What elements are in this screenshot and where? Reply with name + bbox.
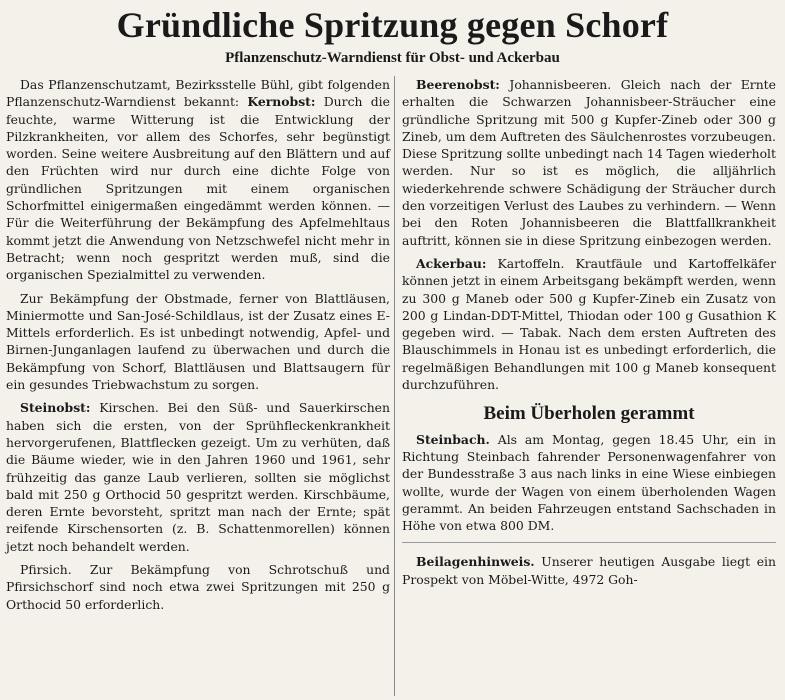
dateline: Steinbach.: [416, 431, 490, 447]
headline: Gründliche Spritzung gegen Schorf: [116, 5, 669, 45]
subheadline: Pflanzenschutz-Warndienst für Obst- und Ackerbau: [225, 50, 560, 66]
paragraph-text: Als am Montag, gegen 18.45 Uhr, ein in Richtung Steinbach fahrender Personenwagenfahrer von der Bundesstraße 3 aus nach links in eine Wiese einbiegen wollte, wurde der Wagen von einem überholenden Wagen gerammt. An beiden Fahrzeugen entstand Sachschaden in Höhe von etwa 800 DM.: [402, 431, 776, 534]
section-divider: [402, 542, 776, 543]
paragraph: [6, 76, 390, 284]
paragraph-text: Johannisbeeren. Gleich nach der Ernte erhalten die Schwarzen Johannisbeer-Sträucher eine gründliche Spritzung mit 500 g Kupfer-Zineb oder 300 g Zineb, um dem Auftreten des Säulchenrostes vorzubeugen. Diese Spritzung sollte unbedingt nach 14 Tagen wiederholt werden. Nur so ist es möglich, die alljährlich wiederkehrende schwere Schädigung der Sträucher durch den vorzeitigen Verlust des Laubes zu verhindern. — Wenn bei den Roten Johannisbeeren die Blattfallkrankheit auftritt, können sie in diese Spritzung einbezogen werden.: [402, 77, 776, 248]
paragraph: [402, 76, 776, 249]
notice: [402, 553, 776, 588]
column-divider: [394, 76, 395, 696]
article-title: Beim Überholen gerammt: [483, 403, 695, 425]
paragraph: Pfirsich. Zur Bekämpfung von Schrotschuß und Pfirsichschorf sind noch etwa zwei Spritzungen mit 250 g Orthocid 50 erforderlich.: [6, 562, 390, 612]
notice-text: Unserer heutigen Ausgabe liegt ein Prospekt von Möbel-Witte, 4972 Goh-: [402, 554, 776, 587]
notice-label: Beilagenhinweis.: [416, 554, 535, 570]
paragraph-text: Kartoffeln. Krautfäule und Kartoffelkäfer können jetzt in einem Arbeitsgang bekämpft werden, wenn zu 300 g Maneb oder 500 g Kupfer-Zineb ein Zusatz von 200 g Lindan-DDT-Mittel, Thiodan oder 100 g Gusathion K gegeben wird. — Tabak. Nach dem ersten Auftreten des Blauschimmels in Honau ist es unbedingt erforderlich, die regelmäßigen Behandlungen mit 100 g Maneb konsequent durchzuführen.: [402, 255, 776, 393]
left-column: [6, 76, 390, 619]
intro-text: Das Pflanzenschutzamt, Bezirksstelle Bühl, gibt folgenden Pflanzenschutz-Warndienst bekannt:: [6, 77, 390, 110]
right-column: [402, 76, 776, 594]
section-label-steinobst: Steinobst:: [20, 400, 91, 416]
paragraph: [402, 255, 776, 393]
paragraph-text: Durch die feuchte, warme Witterung ist die Entwicklung der Pilzkrankheiten, vor allem des Schorfes, sehr begünstigt worden. Seine weitere Ausbreitung auf den Blättern und auf den Früchten wird nur durch eine dichte Folge von gründlichen Spritzungen mit einem organischen Schorfmittel einigermaßen eingedämmt werden können. — Für die Weiterführung der Bekämpfung des Apfelmehltaus kommt jetzt die Anwendung von Netzschwefel nicht mehr in Betracht; wenn noch gespritzt werden muß, sind die organischen Spezialmittel zu verwenden.: [6, 94, 390, 283]
paragraph: Zur Bekämpfung der Obstmade, ferner von Blattläusen, Miniermotte und San-José-Schildlaus, ist der Zusatz eines E-Mittels erforderlich. Es ist unbedingt notwendig, Apfel- und Birnen-Junganlagen laufend zu überwachen und durch die Bekämpfung von Schorf, Blattläusen und Blattsaugern für ein gesundes Triebwachstum zu sorgen.: [6, 290, 390, 393]
paragraph: [402, 431, 776, 535]
paragraph: [6, 399, 390, 555]
section-label-kernobst: Kernobst:: [247, 94, 316, 110]
section-label-ackerbau: Ackerbau:: [416, 255, 487, 271]
section-label-beerenobst: Beerenobst:: [416, 77, 500, 92]
paragraph-text: Kirschen. Bei den Süß- und Sauerkirschen haben sich die ersten, von der Sprühfleckenkrankheit hervorgerufenen, Blattflecken gezeigt. Um zu verhüten, daß die Bäume wieder, wie in den Jahren 1960 und 1961, sehr frühzeitig das ganze Laub verlieren, sollten sie möglichst bald mit 250 g Orthocid 50 gespritzt werden. Kirschbäume, deren Ernte bevorsteht, spritzt man nach der Ernte; spät reifende Kirschensorten (z. B. Schattenmorellen) können jetzt noch behandelt werden.: [6, 400, 390, 554]
